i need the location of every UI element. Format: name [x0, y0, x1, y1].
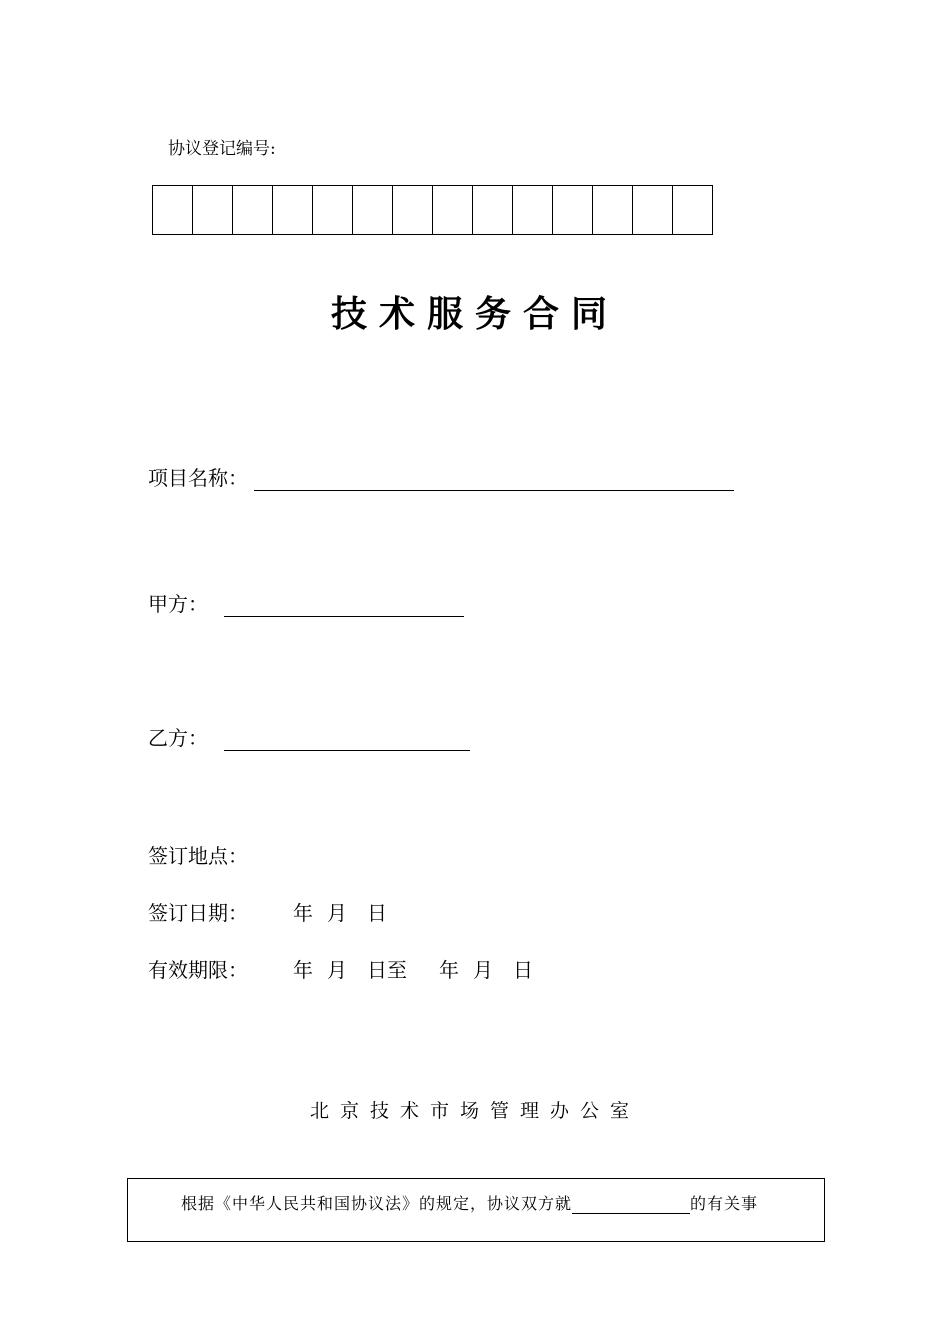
registration-number-box[interactable] [153, 186, 193, 234]
party-a-blank[interactable] [224, 594, 464, 617]
registration-number-box[interactable] [233, 186, 273, 234]
validity-start-month: 月 [327, 958, 347, 982]
validity-end-year: 年 [439, 958, 459, 982]
registration-number-box[interactable] [393, 186, 433, 234]
sign-place-label: 签订地点： [148, 844, 248, 868]
party-a-row [148, 588, 464, 617]
validity-end-month: 月 [473, 958, 493, 982]
registration-number-box[interactable] [593, 186, 633, 234]
sign-date-year: 年 [293, 901, 313, 925]
project-name-label: 项目名称： [148, 466, 248, 490]
validity-start-day-to: 日至 [367, 958, 407, 982]
notice-text-before: 根据《中华人民共和国协议法》的规定，协议双方就 [181, 1194, 573, 1213]
contract-notice-text [181, 1191, 758, 1214]
registration-number-box[interactable] [313, 186, 353, 234]
contract-notice-box [127, 1178, 825, 1242]
party-b-label: 乙方： [148, 726, 208, 750]
sign-date-day: 日 [367, 901, 387, 925]
validity-end-day: 日 [513, 958, 533, 982]
party-a-label: 甲方： [148, 592, 208, 616]
registration-number-boxes [152, 185, 713, 235]
issuing-office: 北京技术市场管理办公室 [309, 1100, 640, 1122]
validity-start-year: 年 [293, 958, 313, 982]
registration-number-box[interactable] [633, 186, 673, 234]
document-title: 技术服务合同 [330, 294, 619, 335]
registration-number-box[interactable] [273, 186, 313, 234]
registration-number-box[interactable] [433, 186, 473, 234]
registration-number-box[interactable] [673, 186, 712, 234]
registration-number-label: 协议登记编号: [168, 139, 276, 159]
sign-date-month: 月 [327, 901, 347, 925]
validity-label: 有效期限： [148, 958, 248, 982]
project-name-blank[interactable] [254, 468, 734, 491]
project-name-row [148, 462, 734, 491]
registration-number-box[interactable] [553, 186, 593, 234]
registration-number-box[interactable] [353, 186, 393, 234]
sign-date-label: 签订日期： [148, 901, 248, 925]
registration-number-box[interactable] [193, 186, 233, 234]
notice-blank[interactable] [572, 1195, 690, 1214]
registration-number-box[interactable] [473, 186, 513, 234]
party-b-blank[interactable] [224, 728, 470, 751]
party-b-row [148, 722, 470, 751]
notice-text-after: 的有关事 [690, 1194, 759, 1213]
registration-number-box[interactable] [513, 186, 553, 234]
